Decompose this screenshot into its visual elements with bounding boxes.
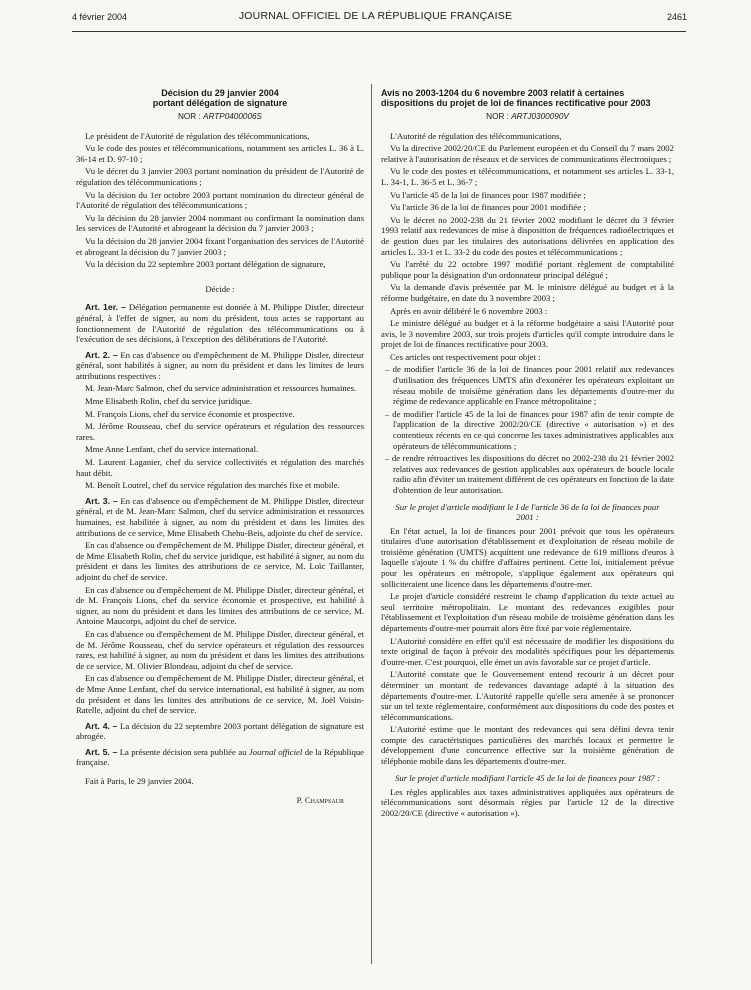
article-4 [76, 721, 364, 742]
preamble-para: Vu la décision du 28 janvier 2004 fixant l'organisation des services de l'Autorité et abrogeant la décision du 7 janvier 2003 ; [76, 235, 364, 257]
objective-item: – de rendre rétroactives les dispositions du décret no 2002-238 du 21 février 2002 relatives aux redevances de gestion applicables aux opérateurs de boucle locale radio afin d'éviter un traitement différent de ces opérateurs en fonction de la date d'obtention de leur autorisation. [385, 453, 674, 495]
article-label: Art. 1er. – [85, 302, 126, 313]
decision-title [76, 88, 364, 108]
preamble-para: Vu l'article 36 de la loi de finances pour 2001 modifiée ; [390, 202, 586, 213]
preamble-para: Vu l'arrêté du 22 octobre 1997 modifié portant règlement de comptabilité publique pour la désignation d'un ordonnateur principal délégué ; [381, 259, 674, 280]
article-3 [76, 496, 364, 538]
article-1 [76, 302, 364, 344]
decide-heading: Décide : [205, 283, 235, 294]
section-para: L'Autorité considère en effet qu'il est nécessaire de modifier les dispositions du texte original de façon à prévoir des modalités spécifiques pour les départements d'outre-mer. C'est pourquoi, elle émet un avis favorable sur ce projet d'article. [381, 635, 674, 667]
nor-reference [381, 112, 674, 123]
delegate-item: M. François Lions, chef du service économie et prospective. [85, 408, 295, 419]
decision-title-line: portant délégation de signature [152, 98, 288, 108]
nor-prefix: NOR : [177, 112, 203, 121]
section-para: L'Autorité constate que le Gouvernement entend recourir à un décret pour déterminer un montant de redevances davantage adapté à la situation des départements d'outre-mer. L'Autorité rappelle qu'elle sera amenée à se prononcer sur un tel texte réglementaire, conformément aux dispositions du code des postes et télécommunications. [381, 669, 674, 722]
article-3-para: En cas d'absence ou d'empêchement de M. Philippe Distler, directeur général, et de Mme Elisabeth Rolin, chef du service juridique, est habilité à signer, au nom du président et dans les limites des attributions de ce service, M. Loïc Taillanter, adjoint du chef de service. [76, 540, 364, 582]
section-para: Les règles applicables aux taxes administratives appliquées aux opérateurs de télécommunications sont désormais régies par l'article 12 de la directive 2002/20/CE (directive « autorisation »). [381, 786, 674, 818]
article-text: En cas d'absence ou d'empêchement de M. Philippe Distler, directeur général, sont habilités à signer, au nom du président et dans les limites de leurs attributions respectives : [76, 349, 365, 381]
article-label: Art. 2. – [85, 349, 118, 360]
delegate-item: Mme Anne Lenfant, chef du service international. [85, 444, 259, 455]
preamble-para: Après en avoir délibéré le 6 novembre 2003 : [390, 305, 548, 316]
section-para: Le projet d'article considéré restreint le champ d'application du texte actuel au seul territoire métropolitain. Le montant des redevances exigibles pour l'établissement et l'exploitation d'un réseau mobile de troisième génération dans les départements d'outre-mer pourrait alors être fixé par voie réglementaire. [381, 591, 674, 633]
article-3-para: En cas d'absence ou d'empêchement de M. Philippe Distler, directeur général, et de M. François Lions, chef du service économie et prospective, est habilité à signer, au nom du président et dans les limites des attributions de ce service, M. Antoine Maucorps, adjoint du chef de service. [76, 584, 364, 627]
article-text: La décision du 22 septembre 2003 portant délégation de signature est abrogée. [76, 720, 364, 742]
journal-name: Journal officiel [248, 746, 303, 757]
preamble-para: Vu l'article 45 de la loi de finances pour 1987 modifiée ; [390, 189, 586, 200]
section-heading: Sur le projet d'article modifiant l'article 45 de la loi de finances pour 1987 : [395, 772, 660, 783]
article-3-para: En cas d'absence ou d'empêchement de M. Philippe Distler, directeur général, et de M. Jérôme Rousseau, chef du service opérateurs et régulation des ressources rares, est habilité à signer, au nom du président et dans les limites des attributions de ce service, M. Olivier Blondeau, adjoint du chef de service. [76, 628, 364, 671]
preamble-para: Ces articles ont respectivement pour objet : [390, 351, 541, 362]
article-label: Art. 5. – [85, 746, 118, 757]
preamble-para: Vu la décision du 22 septembre 2003 portant délégation de signature, [85, 259, 326, 270]
preamble-para: Vu la décision du 1er octobre 2003 portant nomination du directeur général de l'Autorité de régulation des télécommunications ; [76, 189, 364, 211]
preamble-para: Vu le décret du 3 janvier 2003 portant nomination du président de l'Autorité de régulation des télécommunications ; [76, 166, 364, 187]
preamble-para: L'Autorité de régulation des télécommunications, [390, 130, 562, 141]
preamble-para: Vu la décision du 28 janvier 2004 nommant ou confirmant la nomination dans les services de l'Autorité et abrogeant la décision du 7 janvier 2003 ; [76, 212, 364, 234]
article-2 [76, 350, 364, 382]
delegate-item: M. Benoît Loutrel, chef du service régulation des marchés fixe et mobile. [85, 480, 340, 491]
section-heading: Sur le projet d'article modifiant le I de l'article 36 de la loi de finances pour 2001 : [395, 501, 660, 522]
nor-code: ARTP0400006S [203, 112, 263, 121]
preamble-para: Vu le code des postes et télécommunications, notamment ses articles L. 36 à L. 36-14 et D. 97-10 ; [76, 143, 364, 164]
preamble-para: Vu le décret no 2002-238 du 21 février 2002 modifiant le décret du 3 février 1993 relatif aux redevances de mise à disposition de fréquences radioélectriques et de gestion dues par les titulaires des autorisations délivrées en application des articles L. 33-1 et L. 33-2 du code des postes et télécommunications ; [381, 214, 674, 257]
preamble-para: Le président de l'Autorité de régulation des télécommunications, [85, 130, 310, 141]
header-rule [72, 31, 686, 32]
delegate-item: M. Jean-Marc Salmon, chef du service administration et ressources humaines. [85, 383, 357, 394]
page-header [0, 12, 751, 26]
article-3-para: En cas d'absence ou d'empêchement de M. Philippe Distler, directeur général, et de Mme Anne Lenfant, chef du service international, est habilité à signer, au nom du président et dans les limites des attributions de ce service, M. Joël Voisin-Ratelle, adjoint du chef de service. [76, 673, 364, 716]
nor-prefix: NOR : [486, 112, 512, 121]
nor-reference [76, 112, 364, 123]
delegate-item: Mme Elisabeth Rolin, chef du service juridique. [85, 396, 252, 407]
article-5 [76, 747, 364, 768]
avis-title: Avis no 2003-1204 du 6 novembre 2003 relatif à certaines dispositions du projet de loi de finances rectificative pour 2003 [381, 88, 651, 108]
preamble-para: Vu la directive 2002/20/CE du Parlement européen et du Conseil du 7 mars 2002 relative à l'autorisation de réseaux et de services de communications électroniques ; [381, 143, 674, 164]
header-date: 4 février 2004 [72, 12, 128, 22]
article-label: Art. 4. – [85, 720, 118, 731]
article-text: Délégation permanente est donnée à M. Philippe Distler, directeur général, à l'effet de signer, au nom du président, tous actes se rapportant au fonctionnement de l'Autorité de régulation des télécommunications ou à l'exécution de ses décisions, à l'exception des délibérations de l'Autorité. [76, 302, 365, 345]
left-column [76, 88, 364, 807]
decision-title-line: Décision du 29 janvier 2004 [161, 88, 279, 98]
column-divider [371, 84, 372, 964]
section-para: L'Autorité estime que le montant des redevances qui sera défini devra tenir compte des caractéristiques particulières des marchés locaux et permettre le développement d'une concurrence effective sur la troisième génération de téléphonie mobile dans les départements d'outre-mer. [381, 724, 674, 767]
preamble-para: Vu la demande d'avis présentée par M. le ministre délégué au budget et à la réforme budgétaire, en date du 3 novembre 2003 ; [381, 282, 674, 303]
signature: P. Champsaur [296, 794, 344, 805]
delegate-item: M. Laurent Laganier, chef du service collectivités et régulation des marchés haut débit. [76, 457, 364, 478]
article-label: Art. 3. – [85, 495, 118, 506]
objective-item: – de modifier l'article 45 de la loi de finances pour 1987 afin de tenir compte de l'application de la directive 2002/20/CE (directive « autorisation ») et des contentieux récents en ce qui concerne les taxes administratives applicables aux opérateurs de télécommunications ; [385, 408, 674, 451]
objective-item: – de modifier l'article 36 de la loi de finances pour 2001 relatif aux redevances d'utilisation des fréquences UMTS afin d'exonérer les opérateurs exploitant un réseau mobile de troisième génération dans les départements d'outre-mer du régime de redevance applicable en France métropolitaine ; [385, 364, 674, 407]
section-para: En l'état actuel, la loi de finances pour 2001 prévoit que tous les opérateurs titulaires d'une autorisation d'établissement et d'exploitation de réseau mobile de troisième génération (UMTS) acquittent une redevance de 619 millions d'euros à laquelle s'ajoute 1 % du chiffre d'affaires pertinent. Cette loi, initialement prévue pour les opérateurs en métropole, s'applique également aux opérateurs qui solliciteraient une licence dans les départements d'outre-mer. [381, 525, 674, 589]
delegate-item: M. Jérôme Rousseau, chef du service opérateurs et régulation des ressources rares. [76, 421, 364, 442]
article-text: En cas d'absence ou d'empêchement de M. Philippe Distler, directeur général, et de M. Jean-Marc Salmon, chef du service administration et ressources humaines, est habilitée à signer, au nom du président et dans les limites des attributions de ce service, Mme Elisabeth Chehu-Beis, adjointe du chef de service. [76, 495, 365, 538]
preamble-para: Vu le code des postes et télécommunications, et notamment ses articles L. 33-1, L. 34-1, L. 36-5 et L. 36-7 ; [381, 166, 674, 187]
right-column [381, 88, 674, 820]
nor-code: ARTJ0300090V [511, 112, 569, 121]
article-text: de la République française. [76, 746, 365, 768]
header-page-number: 2461 [666, 12, 687, 22]
preamble-para: Le ministre délégué au budget et à la réforme budgétaire a saisi l'Autorité pour avis, le 3 novembre 2003, sur trois projets d'articles qu'il compte introduire dans le projet de loi de finances rectificative pour 2003. [381, 318, 674, 350]
article-text: La présente décision sera publiée au [119, 746, 249, 757]
header-title: JOURNAL OFFICIEL DE LA RÉPUBLIQUE FRANÇAISE [238, 10, 513, 22]
place-date: Fait à Paris, le 29 janvier 2004. [85, 776, 194, 787]
